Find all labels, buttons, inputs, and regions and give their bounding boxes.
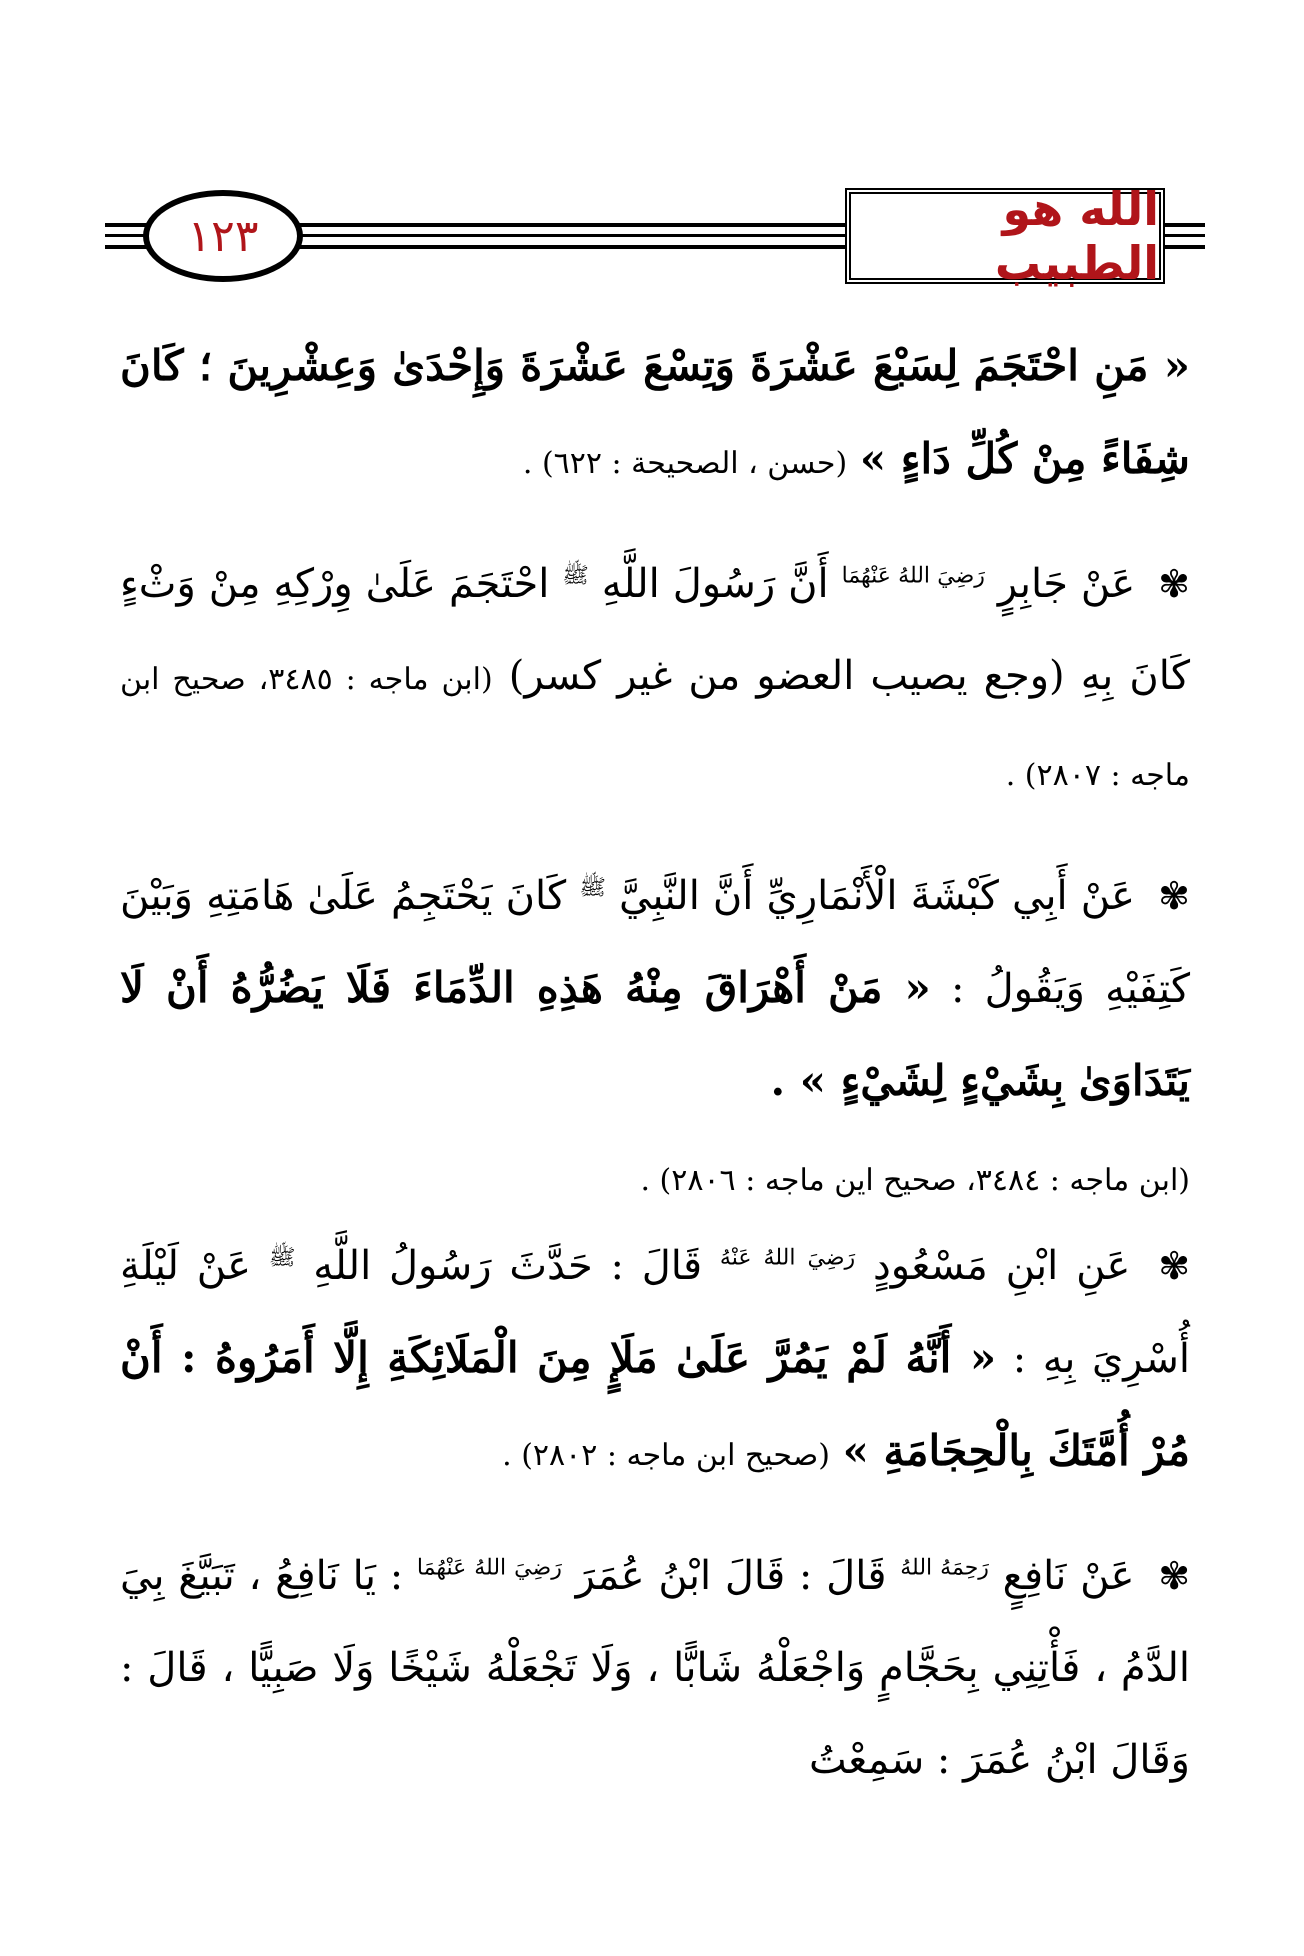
narration-text: قَالَ : حَدَّثَ رَسُولُ اللَّهِ bbox=[313, 1243, 703, 1289]
narration-text: : يَا نَافِعُ ، تَبَيَّغَ بِيَ الدَّمُ ، فَأْتِنِي بِحَجَّامٍ وَاجْعَلْهُ شَابًّا ، وَلَا تَجْعَلْهُ شَيْخًا وَلَا صَبِيًّا ، قَالَ : وَقَالَ ابْنُ عُمَرَ : سَمِعْتُ bbox=[120, 1553, 1190, 1783]
asterisk-star-icon: ✾ bbox=[1158, 1554, 1191, 1598]
asterisk-star-icon: ✾ bbox=[1158, 1244, 1191, 1288]
standalone-reference bbox=[120, 1146, 1190, 1216]
honorific-companions-icon: رَضِيَ اللهُ عَنْهُمَا bbox=[841, 563, 985, 589]
paragraph-5 bbox=[120, 1530, 1190, 1806]
page-header bbox=[105, 180, 1205, 300]
source-reference: (صحيح ابن ماجه : ٢٨٠٢) . bbox=[502, 1438, 830, 1473]
honorific-companions-icon: رَضِيَ اللهُ عَنْهُمَا bbox=[416, 1555, 562, 1581]
asterisk-star-icon: ✾ bbox=[1158, 562, 1190, 606]
narrator-text: عَنْ جَابِرٍ bbox=[997, 561, 1136, 607]
paragraph-1 bbox=[120, 320, 1190, 510]
paragraph-4 bbox=[120, 1220, 1190, 1502]
hadith-text: « مَنْ أَهْرَاقَ مِنْهُ هَذِهِ الدِّمَاءَ فَلَا يَضُرُّهُ أَنْ لَا يَتَدَاوَىٰ بِشَيْءٍ لِشَيْءٍ » . bbox=[120, 963, 1190, 1105]
narration-text: عَنْ لَيْلَةِ أُسْرِيَ بِهِ : bbox=[120, 1243, 1190, 1382]
narration-text: احْتَجَمَ عَلَىٰ وِرْكِهِ مِنْ وَثْءٍ كَانَ بِهِ (وجع يصيب العضو من غير كسر) bbox=[120, 561, 1190, 699]
honorific-prophet-icon: ﷺ bbox=[579, 875, 606, 901]
page-body bbox=[120, 320, 1190, 1834]
narration-text: أَنَّ رَسُولَ اللَّهِ bbox=[601, 561, 829, 607]
hadith-text: « أَنَّهُ لَمْ يَمُرَّ عَلَىٰ مَلَإٍ مِنَ الْمَلَائِكَةِ إِلَّا أَمَرُوهُ : أَنْ مُرْ أُمَّتَكَ بِالْحِجَامَةِ » bbox=[120, 1333, 1190, 1475]
honorific-prophet-icon: ﷺ bbox=[268, 1245, 296, 1271]
page-number: ١٢٣ bbox=[187, 210, 259, 262]
narrator-text: عَنِ ابْنِ مَسْعُودٍ bbox=[872, 1243, 1131, 1289]
chapter-title: الله هو الطبيب bbox=[994, 182, 1159, 290]
source-reference: (ابن ماجه : ٣٤٨٤، صحيح اين ماجه : ٢٨٠٦) . bbox=[640, 1163, 1190, 1198]
asterisk-star-icon: ✾ bbox=[1158, 874, 1191, 918]
honorific-prophet-icon: ﷺ bbox=[562, 563, 589, 589]
narrator-text: عَنْ أَبِي كَبْشَةَ الْأَنْمَارِيِّ أَنَّ النَّبِيَّ bbox=[619, 873, 1136, 919]
honorific-mercy-icon: رَحِمَهُ اللهُ bbox=[900, 1555, 989, 1581]
hadith-text: « مَنِ احْتَجَمَ لِسَبْعَ عَشْرَةَ وَتِسْعَ عَشْرَةَ وَإِحْدَىٰ وَعِشْرِينَ ؛ كَانَ شِفَاءً مِنْ كُلِّ دَاءٍ » bbox=[120, 341, 1190, 483]
source-reference: (ابن ماجه : ٣٤٨٥، صحيح ابن ماجه : ٢٨٠٧) . bbox=[120, 662, 1190, 793]
paragraph-2 bbox=[120, 538, 1190, 822]
page-number-badge bbox=[143, 190, 303, 282]
narrator-text: عَنْ نَافِعٍ bbox=[1002, 1553, 1135, 1599]
paragraph-3 bbox=[120, 850, 1190, 1128]
narration-text: كَانَ يَحْتَجِمُ عَلَىٰ هَامَتِهِ وَبَيْنَ كَتِفَيْهِ وَيَقُولُ : bbox=[120, 873, 1190, 1012]
honorific-companion-icon: رَضِيَ اللهُ عَنْهُ bbox=[719, 1245, 856, 1271]
narration-text: قَالَ : قَالَ ابْنُ عُمَرَ bbox=[575, 1553, 887, 1599]
chapter-title-box bbox=[845, 182, 1165, 290]
source-reference: (حسن ، الصحيحة : ٦٢٢) . bbox=[522, 446, 848, 481]
